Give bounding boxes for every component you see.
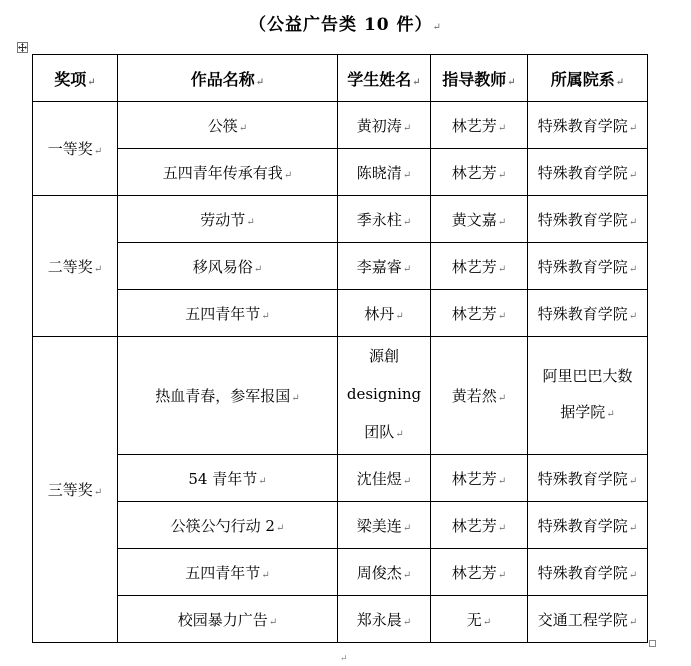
end-of-cell-mark: ↵ [628,169,638,181]
cell-text: 五四青年节 [185,563,261,582]
award-level-cell [33,337,118,643]
end-of-cell-mark: ↵ [628,216,638,228]
teacher-name-cell [431,196,528,243]
paragraph-mark-bottom: ↵ [340,654,348,664]
cell-text: 林艺芳 [451,163,497,182]
end-of-cell-mark: ↵ [93,487,103,498]
end-of-cell-mark: ↵ [283,169,293,181]
table-row [33,149,648,196]
teacher-name-cell [431,455,528,502]
end-of-cell-mark: ↵ [497,310,507,322]
end-of-cell-mark: ↵ [261,310,270,322]
header-student: 学生姓名↵ [338,55,431,102]
work-name-cell [118,502,338,549]
paragraph-mark: ↵ [432,22,442,33]
department-cell [528,149,648,196]
table-row [33,549,648,596]
cell-text: 特殊教育学院 [537,163,628,182]
end-of-cell-mark: ↵ [402,475,412,487]
cell-text: 公筷 [207,116,238,135]
table-row [33,196,648,243]
end-of-cell-mark: ↵ [93,263,103,275]
end-of-cell-mark: ↵ [402,522,412,534]
department-cell [528,290,648,337]
teacher-name-cell [431,290,528,337]
cell-line: 源創 [368,347,399,365]
cell-line: designing [346,385,422,403]
cell-text: 林艺芳 [451,304,497,323]
department-cell [528,596,648,643]
cell-text: 一等奖 [47,140,93,158]
cell-text: 特殊教育学院 [537,304,628,323]
end-of-cell-mark: ↵ [628,263,638,275]
end-of-cell-mark: ↵ [395,310,404,322]
cell-text: 特殊教育学院 [537,210,628,229]
work-name-cell [118,337,338,455]
end-of-cell-mark: ↵ [268,616,278,628]
awards-table [32,54,648,643]
header-dept: 所属院系↵ [528,55,648,102]
end-of-cell-mark: ↵ [628,122,638,134]
end-of-cell-mark: ↵ [497,475,507,487]
cell-text: 公筷公勺行动 2 [170,516,275,535]
department-cell [528,196,648,243]
cell-text: 林艺芳 [451,116,497,135]
work-name-cell [118,455,338,502]
cell-text: 黄初涛 [356,116,402,135]
cell-text: 特殊教育学院 [537,469,628,488]
cell-text: 林艺芳 [451,563,497,582]
student-name-cell [338,290,431,337]
work-name-cell [118,596,338,643]
work-name-cell [118,102,338,149]
title-text: （公益广告类 10 件） [249,15,433,35]
student-name-cell [338,337,431,455]
cell-text: 梁美连 [356,516,402,535]
end-of-cell-mark: ↵ [482,616,492,628]
department-cell [528,243,648,290]
department-cell [528,337,648,455]
end-of-cell-mark: ↵ [238,122,248,134]
end-of-cell-mark: ↵ [628,522,638,534]
document-title [0,10,691,35]
teacher-name-cell [431,502,528,549]
work-name-cell [118,290,338,337]
end-of-cell-mark: ↵ [497,569,507,581]
student-name-cell [338,102,431,149]
cell-text: 三等奖 [47,481,93,499]
cell-line: 团队 [364,423,395,441]
end-of-cell-mark: ↵ [497,522,507,534]
table-row [33,455,648,502]
cell-text: 特殊教育学院 [537,257,628,276]
department-cell [528,102,648,149]
cell-text: 特殊教育学院 [537,563,628,582]
cell-text: 黄文嘉 [451,210,497,229]
cell-text: 林艺芳 [451,257,497,276]
cell-line: 据学院 [560,403,606,421]
cell-text: 林丹 [364,304,395,323]
cell-text: 周俊杰 [356,563,402,582]
cell-text: 林艺芳 [451,516,497,535]
student-name-cell [338,502,431,549]
end-of-cell-mark: ↵ [261,569,270,581]
teacher-name-cell [431,243,528,290]
cell-text: 林艺芳 [451,469,497,488]
table-resize-handle[interactable] [649,640,656,647]
header-work: 作品名称↵ [118,55,338,102]
student-name-cell [338,455,431,502]
cell-text: 劳动节 [200,210,246,229]
cell-text: 交通工程学院 [537,610,628,629]
end-of-cell-mark: ↵ [291,393,300,404]
work-name-cell [118,149,338,196]
teacher-name-cell [431,549,528,596]
cell-text: 五四青年传承有我 [162,163,283,182]
department-cell [528,502,648,549]
end-of-cell-mark: ↵ [497,263,507,275]
end-of-cell-mark: ↵ [246,216,255,228]
teacher-name-cell [431,596,528,643]
table-header-row [33,55,648,102]
department-cell [528,455,648,502]
end-of-cell-mark: ↵ [497,216,507,228]
cell-line: 阿里巴巴大数 [542,367,633,385]
student-name-cell [338,549,431,596]
table-row [33,243,648,290]
end-of-cell-mark: ↵ [402,169,412,181]
department-cell [528,549,648,596]
end-of-cell-mark: ↵ [497,122,507,134]
cell-text: 二等奖 [47,257,93,276]
cell-text: 热血青春，参军报国 [155,387,291,405]
end-of-cell-mark: ↵ [628,310,638,322]
end-of-cell-mark: ↵ [402,122,412,134]
teacher-name-cell [431,149,528,196]
cell-text: 黄若然 [451,387,497,405]
end-of-cell-mark: ↵ [402,263,412,275]
cell-text: 校园暴力广告 [177,610,268,629]
cell-text: 陈晓清 [356,163,402,182]
teacher-name-cell [431,337,528,455]
cell-text: 移风易俗 [192,257,253,276]
cell-text: 郑永晨 [356,610,402,629]
student-name-cell [338,149,431,196]
end-of-cell-mark: ↵ [93,146,103,157]
table-row [33,337,648,455]
end-of-cell-mark: ↵ [402,616,412,628]
cell-text: 特殊教育学院 [537,116,628,135]
end-of-cell-mark: ↵ [402,216,412,228]
cell-text: 无 [466,610,482,629]
end-of-cell-mark: ↵ [395,429,404,440]
table-row [33,102,648,149]
cell-text: 五四青年节 [185,304,261,323]
table-move-handle-icon[interactable] [17,42,28,53]
end-of-cell-mark: ↵ [628,616,638,628]
award-level-cell [33,102,118,196]
end-of-cell-mark: ↵ [628,475,638,487]
end-of-cell-mark: ↵ [497,393,507,404]
end-of-cell-mark: ↵ [497,169,507,181]
work-name-cell [118,196,338,243]
table-row [33,290,648,337]
table-row [33,502,648,549]
cell-text: 特殊教育学院 [537,516,628,535]
student-name-cell [338,596,431,643]
end-of-cell-mark: ↵ [402,569,412,581]
end-of-cell-mark: ↵ [606,409,615,420]
student-name-cell [338,196,431,243]
teacher-name-cell [431,102,528,149]
end-of-cell-mark: ↵ [275,522,285,534]
work-name-cell [118,243,338,290]
end-of-cell-mark: ↵ [628,569,638,581]
header-award: 奖项↵ [33,55,118,102]
cell-text: 沈佳煜 [356,469,402,488]
cell-text: 季永柱 [356,210,402,229]
cell-text: 54 青年节 [188,469,258,488]
award-level-cell [33,196,118,337]
end-of-cell-mark: ↵ [253,263,263,275]
student-name-cell [338,243,431,290]
cell-text: 李嘉睿 [356,257,402,276]
end-of-cell-mark: ↵ [258,475,267,487]
work-name-cell [118,549,338,596]
header-teacher: 指导教师↵ [431,55,528,102]
table-row [33,596,648,643]
